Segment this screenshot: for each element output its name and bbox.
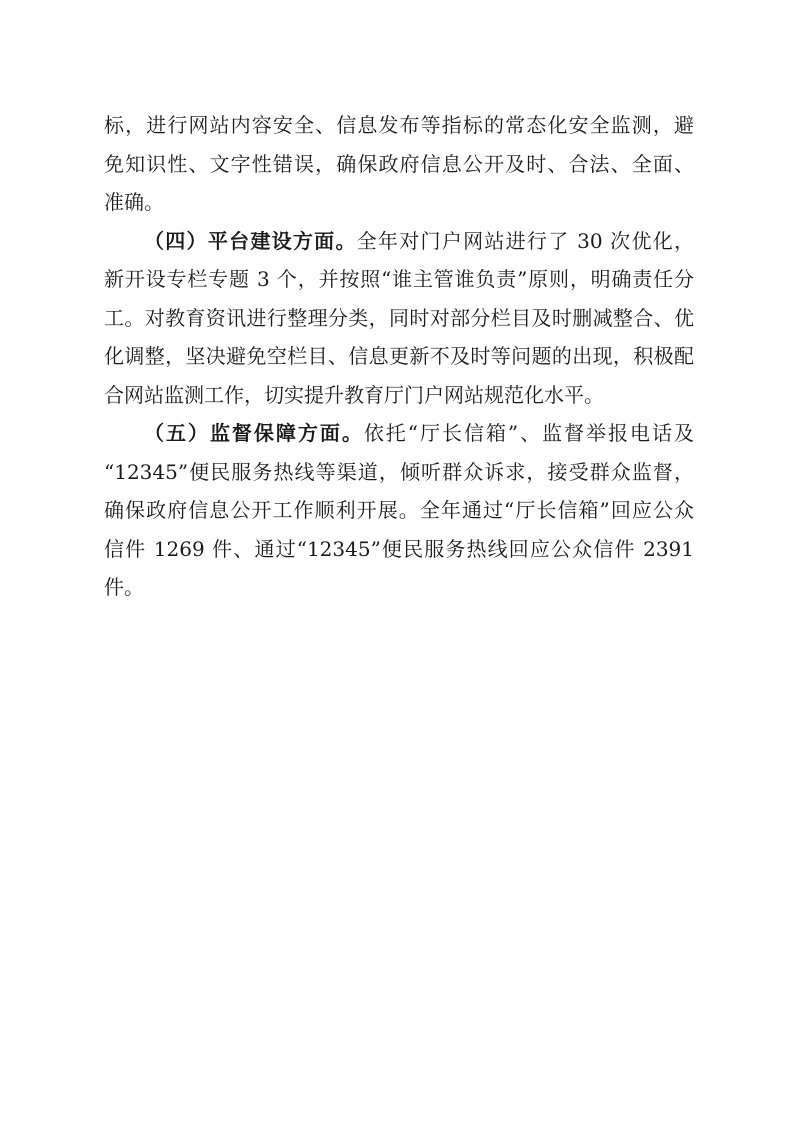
text-line: 合网站监测工作，切实提升教育厅门户网站规范化水平。 — [104, 382, 604, 407]
text-line: 准确。 — [104, 190, 164, 214]
paragraph-platform-construction — [104, 222, 694, 415]
text-line: 确保政府信息公开工作顺利开展。全年通过“厅长信箱”回应公众 — [104, 498, 694, 522]
document-body — [104, 106, 694, 607]
text-run: 依托“厅长信箱”、监督举报电话及 — [363, 421, 695, 445]
text-line: “12345”便民服务热线等渠道，倾听群众诉求，接受群众监督， — [104, 459, 694, 484]
text-line: 新开设专栏专题 3 个，并按照“谁主管谁负责”原则，明确责任分 — [104, 267, 694, 291]
section-heading: （五）监督保障方面。 — [144, 421, 364, 445]
text-run: 全年对门户网站进行了 30 次优化， — [356, 228, 694, 253]
text-line: 免知识性、文字性错误，确保政府信息公开及时、合法、全面、 — [104, 151, 694, 176]
text-line: 化调整，坚决避免空栏目、信息更新不及时等问题的出现，积极配 — [104, 344, 694, 368]
paragraph-supervision-guarantee — [104, 414, 694, 607]
text-line: 信件 1269 件、通过“12345”便民服务热线回应公众信件 2391 — [104, 536, 694, 561]
text-line: 工。对教育资讯进行整理分类，同时对部分栏目及时删减整合、优 — [104, 305, 694, 330]
text-line: 件。 — [104, 575, 144, 599]
text-line — [104, 222, 694, 261]
text-line: 标，进行网站内容安全、信息发布等指标的常态化安全监测，避 — [104, 113, 694, 137]
text-line — [104, 414, 694, 453]
section-heading: （四）平台建设方面。 — [144, 228, 357, 253]
paragraph-continuation — [104, 106, 694, 222]
